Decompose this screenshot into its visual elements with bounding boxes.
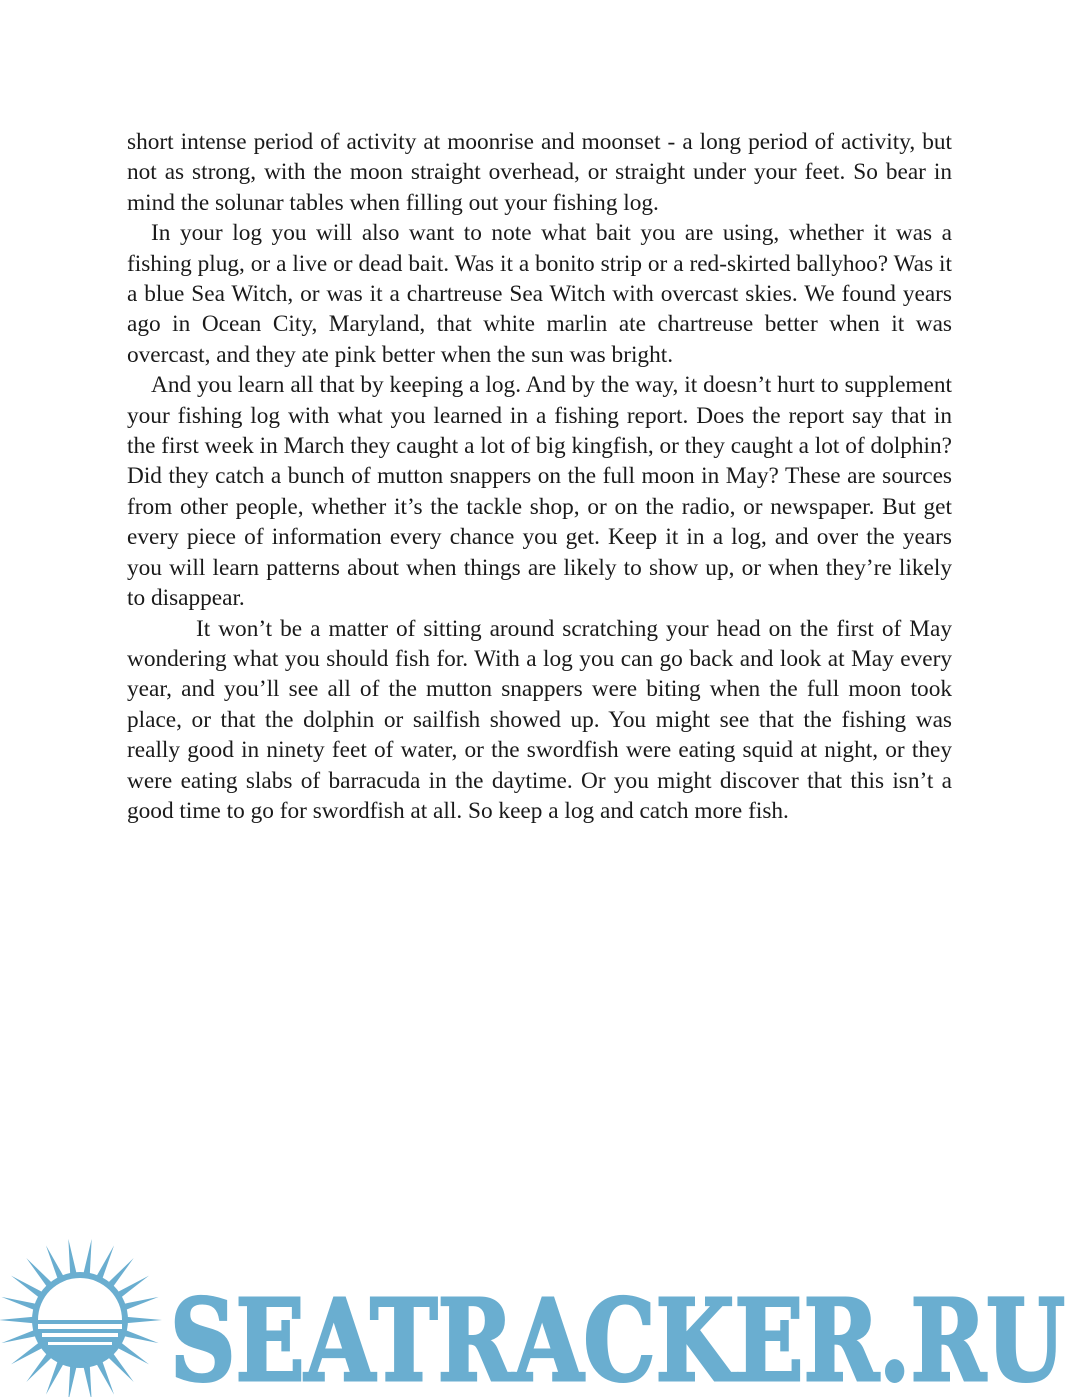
sun-ray: [83, 1363, 92, 1397]
sun-ray: [0, 1317, 36, 1324]
sun-ray: [83, 1239, 92, 1277]
body-text: [127, 127, 952, 826]
paragraph-4: It won’t be a matter of sitting around scratching your head on the first of May wondering what you should fish for. With a log you can go back and look at May every year, and you’ll see all of the mutton snappers were biting when the full moon took place, or that the dolphin or sailfish showed up. You might see that the fishing was really good in ninety feet of water, or the swordfish were eating squid at night, or they were eating slabs of barracuda in the daytime. Or you might discover that this isn’t a good time to go for swordfish at all. So keep a log and catch more fish.: [127, 615, 952, 824]
paragraph-3: And you learn all that by keeping a log. And by the way, it doesn’t hurt to supplement your fishing log with what you learned in a fishing report. Does the report say that in the first week in March they caught a lot of big kingfish, or they caught a lot of dolphin? Did they catch a bunch of mutton snappers on the full moon in May? These are sources from other people, whether it’s the tackle shop, or on the radio, or newspaper. But get every piece of information every chance you get. Keep it in a log, and over the years you will learn patterns about when things are likely to show up, or when they’re likely to disappear.: [127, 372, 952, 612]
watermark-logo: [0, 1232, 1080, 1397]
sun-ray: [124, 1317, 162, 1324]
watermark-text: [170, 1270, 1065, 1397]
sun-ray: [121, 1329, 159, 1343]
sun-ray: [1, 1297, 39, 1311]
sun-ray: [68, 1363, 77, 1397]
paragraph-2: In your log you will also want to note what bait you are using, whether it was a fishing plug, or a live or dead bait. Was it a bonito strip or a red-skirted ballyhoo? Was it a blue Sea Witch, or was it a chartreuse Sea Witch with overcast skies. We found years ago in Ocean City, Maryland, that white marlin ate chartreuse better when it was overcast, and they ate pink better when the sun was bright.: [127, 220, 952, 368]
sun-ray: [1, 1329, 39, 1343]
sun-over-sea-icon: [0, 1239, 162, 1397]
sun-ray: [68, 1239, 77, 1277]
svg-text:SEATRACKER.RU: SEATRACKER.RU: [170, 1276, 1065, 1397]
paragraph-1: short intense period of activity at moonrise and moonset - a long period of activity, but not as strong, with the moon straight overhead, or straight under your feet. So bear in mind the solunar tables when filling out your fishing log.: [127, 129, 952, 216]
sun-ray: [121, 1297, 159, 1311]
